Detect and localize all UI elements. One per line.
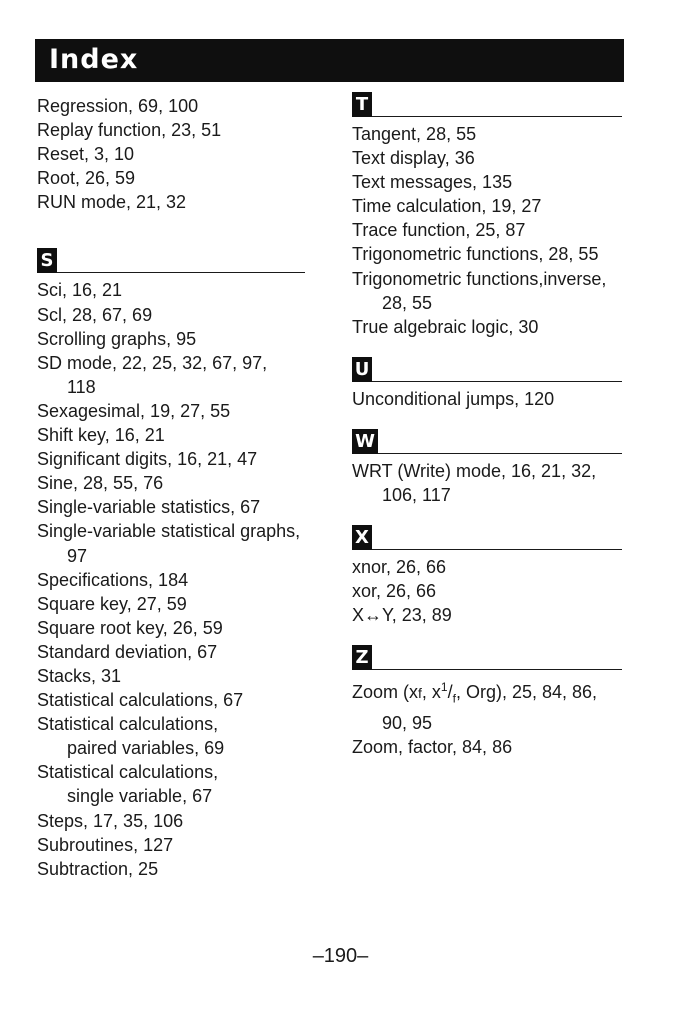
index-entry: Unconditional jumps, 120 bbox=[352, 388, 555, 409]
section-letter-z: Z bbox=[352, 645, 372, 670]
entry-text: Single-variable statistical graphs, bbox=[37, 521, 301, 542]
index-entry: Text messages, 135 bbox=[352, 172, 513, 193]
left-column bbox=[37, 94, 317, 881]
index-entry: Root, 26, 59 bbox=[37, 168, 136, 189]
section-header-u bbox=[352, 339, 632, 387]
index-entry: Tangent, 28, 55 bbox=[352, 124, 477, 144]
index-entry: Steps, 17, 35, 106 bbox=[37, 810, 184, 831]
entry-text: Zoom (xf, $x^1/_f$, Org), 25, 84, 86, bbox=[352, 680, 598, 706]
index-entry: Square root key, 26, 59 bbox=[37, 617, 223, 638]
entry-continuation: 97 bbox=[67, 545, 88, 566]
index-entry: Time calculation, 19, 27 bbox=[352, 196, 542, 217]
index-entry bbox=[352, 675, 632, 735]
index-entry: Significant digits, 16, 21, 47 bbox=[37, 449, 258, 470]
entry-text: WRT (Write) mode, 16, 21, 32, bbox=[352, 460, 597, 481]
section-letter-w: W bbox=[352, 429, 378, 454]
section-rule bbox=[372, 549, 622, 550]
index-entry: xnor, 26, 66 bbox=[352, 557, 447, 578]
index-entry: RUN mode, 21, 32 bbox=[37, 192, 187, 213]
entry-list-w bbox=[352, 459, 632, 507]
index-entry: Zoom, factor, 84, 86 bbox=[352, 737, 513, 758]
index-entry bbox=[37, 351, 317, 399]
entry-continuation: single variable, 67 bbox=[67, 786, 213, 807]
entry-continuation: 118 bbox=[67, 376, 96, 397]
section-rule bbox=[378, 453, 622, 454]
entry-continuation: 106, 117 bbox=[382, 485, 451, 506]
section-header-w bbox=[352, 411, 632, 459]
section-letter-t: T bbox=[352, 92, 372, 117]
index-entry: Standard deviation, 67 bbox=[37, 641, 218, 662]
index-entry: Single-variable statistics, 67 bbox=[37, 497, 261, 518]
index-entry: Subroutines, 127 bbox=[37, 834, 174, 855]
page-title: Index bbox=[49, 44, 139, 75]
entry-text: Statistical calculations, bbox=[37, 714, 219, 735]
section-rule bbox=[372, 381, 622, 382]
entry-list-u bbox=[352, 387, 632, 411]
entry-list-r bbox=[37, 94, 317, 214]
right-column bbox=[352, 86, 632, 759]
index-entry: Scrolling graphs, 95 bbox=[37, 328, 197, 349]
index-entry: Specifications, 184 bbox=[37, 569, 189, 590]
index-entry: Trace function, 25, 87 bbox=[352, 220, 526, 241]
index-entry: xor, 26, 66 bbox=[352, 581, 437, 602]
section-rule bbox=[372, 669, 622, 670]
index-entry: Regression, 69, 100 bbox=[37, 96, 199, 116]
section-letter-s: S bbox=[37, 248, 57, 273]
index-entry: Stacks, 31 bbox=[37, 665, 122, 686]
index-entry: X↔Y, 23, 89 bbox=[352, 605, 452, 626]
index-entry: Sci, 16, 21 bbox=[37, 280, 123, 301]
index-entry: Reset, 3, 10 bbox=[37, 144, 135, 165]
index-entry bbox=[37, 519, 317, 567]
index-entry: Trigonometric functions, 28, 55 bbox=[352, 244, 599, 265]
section-letter-u: U bbox=[352, 357, 372, 382]
section-header-s bbox=[37, 214, 317, 278]
index-entry: Subtraction, 25 bbox=[37, 858, 159, 879]
index-entry: Replay function, 23, 51 bbox=[37, 120, 222, 141]
entry-text: Statistical calculations, bbox=[37, 762, 219, 783]
index-header-bar bbox=[35, 39, 624, 82]
entry-list-t bbox=[352, 122, 632, 339]
section-header-z bbox=[352, 627, 632, 675]
section-header-t bbox=[352, 86, 632, 122]
section-letter-x: X bbox=[352, 525, 372, 550]
index-entry: Sine, 28, 55, 76 bbox=[37, 473, 164, 494]
index-entry bbox=[37, 712, 317, 760]
page-number: –190– bbox=[312, 945, 369, 967]
index-entry: Text display, 36 bbox=[352, 148, 475, 169]
entry-list-s bbox=[37, 278, 317, 880]
entry-continuation: paired variables, 69 bbox=[67, 738, 225, 759]
index-entry: True algebraic logic, 30 bbox=[352, 316, 539, 337]
index-entry bbox=[352, 267, 632, 315]
section-rule bbox=[57, 272, 305, 273]
entry-text: SD mode, 22, 25, 32, 67, 97, bbox=[37, 352, 268, 373]
entry-list-z bbox=[352, 675, 632, 759]
index-entry: Statistical calculations, 67 bbox=[37, 690, 244, 711]
entry-continuation: 28, 55 bbox=[382, 292, 433, 313]
section-rule bbox=[372, 116, 622, 117]
index-entry bbox=[37, 760, 317, 808]
entry-continuation: 90, 95 bbox=[382, 713, 433, 734]
index-entry: Scl, 28, 67, 69 bbox=[37, 304, 153, 325]
index-entry bbox=[352, 459, 632, 507]
section-header-x bbox=[352, 507, 632, 555]
entry-text: Trigonometric functions,inverse, bbox=[352, 268, 607, 289]
index-entry: Square key, 27, 59 bbox=[37, 593, 187, 614]
entry-list-x bbox=[352, 555, 632, 627]
index-entry: Sexagesimal, 19, 27, 55 bbox=[37, 400, 231, 421]
index-entry: Shift key, 16, 21 bbox=[37, 425, 165, 446]
